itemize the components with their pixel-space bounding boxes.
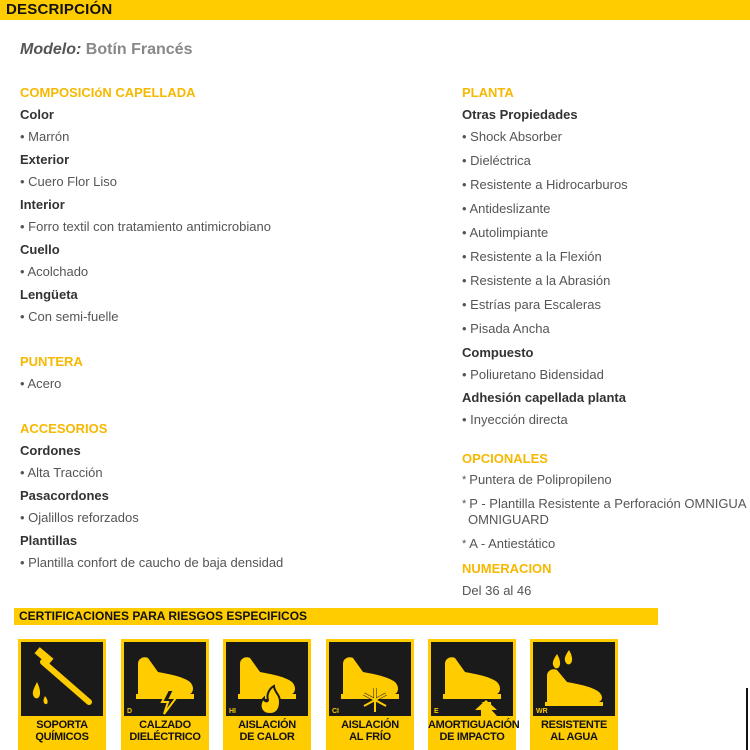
edge-divider [746, 688, 748, 750]
header-bar [0, 0, 750, 20]
planta-property: • Shock Absorber [462, 129, 562, 144]
cert-badge-dielectrico: D CALZADO DIELÉCTRICO [121, 639, 209, 750]
cuello-value: • Acolchado [20, 264, 89, 279]
exterior-label: Exterior [20, 152, 70, 167]
puntera-value: • Acero [20, 376, 62, 391]
chemical-icon [21, 642, 103, 716]
interior-label: Interior [20, 197, 65, 212]
model-line [20, 41, 192, 59]
cert-badge-quimicos: SOPORTA QUÍMICOS [18, 639, 106, 750]
planta-property: • Antideslizante [462, 201, 551, 216]
adhesion-label: Adhesión capellada planta [462, 390, 626, 405]
pasacordones-value: • Ojalillos reforzados [20, 510, 139, 525]
compuesto-label: Compuesto [462, 345, 534, 360]
planta-property: • Pisada Ancha [462, 321, 550, 336]
model-label: Modelo: [20, 41, 82, 58]
color-label: Color [20, 107, 54, 122]
numeracion-value: Del 36 al 46 [462, 583, 532, 598]
exterior-value: • Cuero Flor Liso [20, 174, 118, 189]
compuesto-value: • Poliuretano Bidensidad [462, 367, 604, 382]
planta-property: • Estrías para Escaleras [462, 297, 601, 312]
planta-property: • Resistente a la Flexión [462, 249, 602, 264]
cert-badge-impacto: E AMORTIGUACIÓN DE IMPACTO [428, 639, 516, 750]
opcional-item: * A - Antiestático [462, 536, 556, 551]
section-title-numeracion: NUMERACION [462, 561, 552, 576]
planta-property: • Resistente a Hidrocarburos [462, 177, 628, 192]
lengueta-label: Lengüeta [20, 287, 78, 302]
section-title-composicion: COMPOSICIóN CAPELLADA [20, 85, 196, 100]
page-title: DESCRIPCIÓN [6, 1, 113, 18]
heat-icon: HI [226, 642, 308, 716]
cordones-value: • Alta Tracción [20, 465, 103, 480]
planta-property: • Dieléctrica [462, 153, 531, 168]
water-icon: WR [533, 642, 615, 716]
certificaciones-bar [14, 608, 658, 625]
section-title-planta: PLANTA [462, 85, 514, 100]
opcional-item: * P - Plantilla Resistente a Perforación OMNIGUA OMNIGUARD [462, 496, 747, 527]
left-column [20, 84, 440, 577]
section-title-accesorios: ACCESORIOS [20, 421, 108, 436]
color-value: • Marrón [20, 129, 70, 144]
opcional-item: * Puntera de Polipropileno [462, 472, 612, 487]
cordones-label: Cordones [20, 443, 81, 458]
interior-value: • Forro textil con tratamiento antimicrobiano [20, 219, 271, 234]
plantillas-value: • Plantilla confort de caucho de baja densidad [20, 555, 284, 570]
planta-property: • Resistente a la Abrasión [462, 273, 611, 288]
cert-badge-calor: HI AISLACIÓN DE CALOR [223, 639, 311, 750]
impact-icon: E [431, 642, 513, 716]
right-column [462, 84, 750, 605]
cold-icon: CI [329, 642, 411, 716]
dielectric-icon: D [124, 642, 206, 716]
section-title-puntera: PUNTERA [20, 354, 83, 369]
model-value: Botín Francés [85, 41, 193, 58]
section-title-opcionales: OPCIONALES [462, 451, 548, 466]
lengueta-value: • Con semi-fuelle [20, 309, 119, 324]
planta-property: • Autolimpiante [462, 225, 549, 240]
pasacordones-label: Pasacordones [20, 488, 109, 503]
certificaciones-title: CERTIFICACIONES PARA RIESGOS ESPECIFICOS [19, 609, 308, 623]
cert-badge-agua: WR RESISTENTE AL AGUA [530, 639, 618, 750]
adhesion-value: • Inyección directa [462, 412, 568, 427]
otras-propiedades-label: Otras Propiedades [462, 107, 578, 122]
cert-badge-frio: CI AISLACIÓN AL FRÍO [326, 639, 414, 750]
plantillas-label: Plantillas [20, 533, 78, 548]
cuello-label: Cuello [20, 242, 60, 257]
